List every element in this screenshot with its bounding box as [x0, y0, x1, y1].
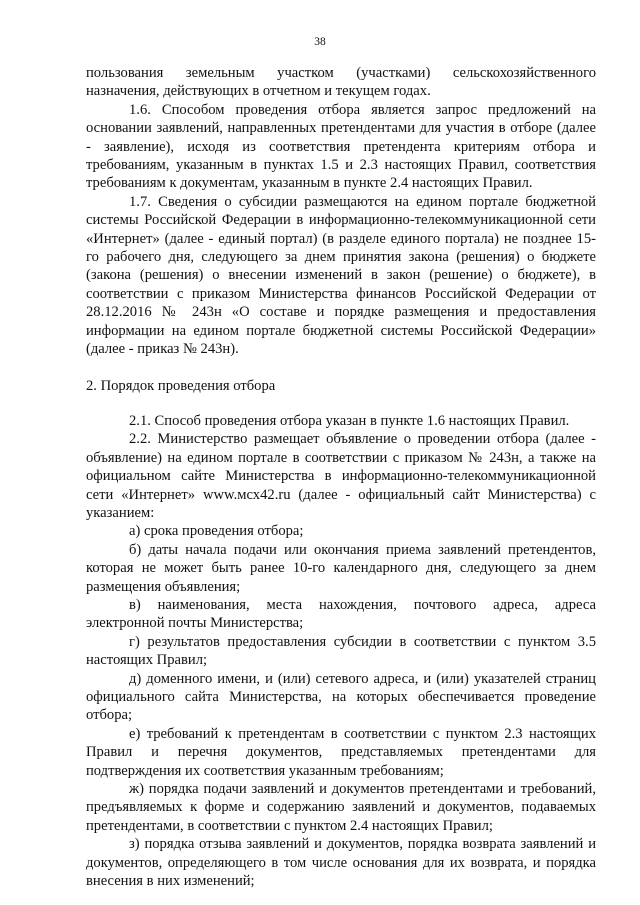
list-item-z: з) порядка отзыва заявлений и документов, порядка возврата заявлений и документов, определяющего в том числе основания для их возврата, и порядка внесения в них изменений; [86, 836, 596, 890]
list-item-b: б) даты начала подачи или окончания приема заявлений претендентов, которая не может быть ранее 10-го календарного дня, следующего за днем размещения объявления; [86, 541, 596, 595]
paragraph-continuation: пользования земельным участком (участками) сельскохозяйственного назначения, действующих в отчетном и текущем годах. [86, 65, 596, 100]
paragraph-1-6: 1.6. Способом проведения отбора является запрос предложений на основании заявлений, направленных претендентами для участия в отборе (далее - заявление), исходя из соответствия претендента критериям отбора и требованиям, указанным в пунктах 1.5 и 2.3 настоящих Правил, соответствия требованиям к документам, указанным в пункте 2.4 настоящих Правил. [86, 101, 596, 192]
section-heading: 2. Порядок проведения отбора [86, 377, 276, 394]
page-number: 38 [314, 36, 326, 48]
paragraph-1-7: 1.7. Сведения о субсидии размещаются на едином портале бюджетной системы Российской Федерации в информационно-телекоммуникационной сети «Интернет» (далее - единый портал) (в разделе единого портала) не позднее 15-го рабочего дня, следующего за днем принятия закона (решения) о бюджете (закона (решения) о внесении изменений в закон (решение) о бюджете), в соответствии с приказом Министерства финансов Российской Федерации от 28.12.2016 № 243н «О составе и порядке размещения и предоставления информации на едином портале бюджетной системы Российской Федерации» (далее - приказ № 243н). [86, 193, 596, 358]
paragraph-2-2: 2.2. Министерство размещает объявление о проведении отбора (далее - объявление) на едином портале в соответствии с приказом № 243н, а также на официальном сайте Министерства в информационно-телекоммуникационной сети «Интернет» www.мсх42.ru (далее - официальный сайт Министерства) с указанием: [86, 431, 596, 521]
list-item-e: е) требований к претендентам в соответствии с пунктом 2.3 настоящих Правил и перечня документов, представляемых претендентами для подтверждения их соответствия указанным требованиям; [86, 725, 596, 779]
paragraph-2-1: 2.1. Способ проведения отбора указан в пункте 1.6 настоящих Правил. [129, 412, 570, 429]
list-item-d: д) доменного имени, и (или) сетевого адреса, и (или) указателей страниц официального сайта Министерства, на которых обеспечивается проведение отбора; [86, 670, 596, 724]
list-item-zh: ж) порядка подачи заявлений и документов претендентами и требований, предъявляемых к форме и содержанию заявлений и документов, подаваемых претендентами, в соответствии с пунктом 2.4 настоящих Правил; [86, 781, 596, 834]
list-item-g: г) результатов предоставления субсидии в соответствии с пунктом 3.5 настоящих Правил; [86, 633, 596, 669]
list-item-v: в) наименования, места нахождения, почтового адреса, адреса электронной почты Министерства; [86, 596, 596, 632]
page-body [86, 64, 596, 890]
list-item-a: а) срока проведения отбора; [129, 523, 304, 540]
